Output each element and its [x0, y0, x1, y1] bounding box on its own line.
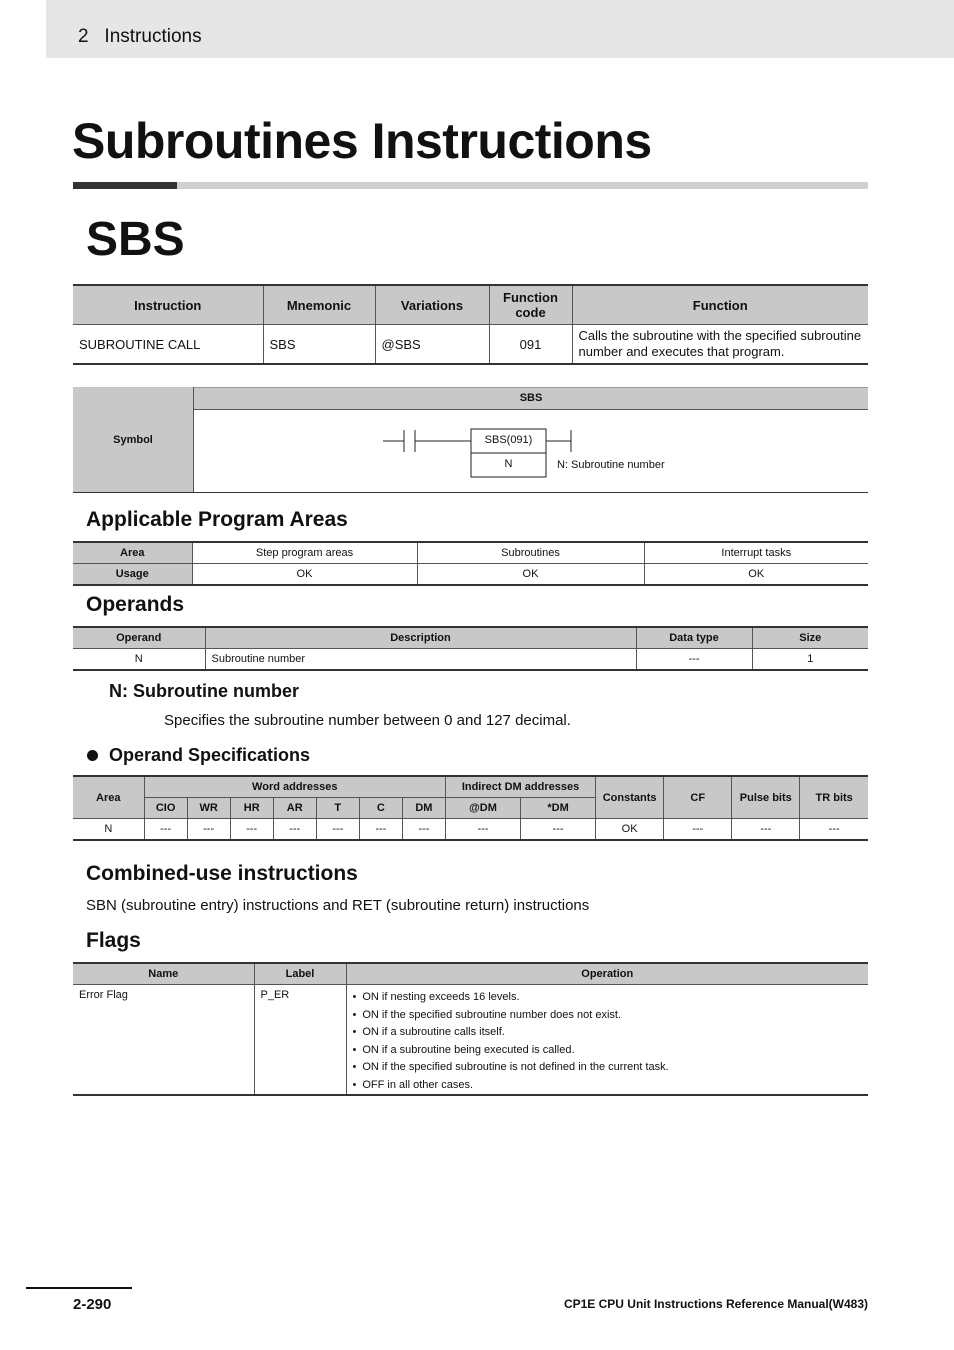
- spec-hr: HR: [230, 798, 273, 819]
- col-label: Label: [254, 963, 346, 985]
- col-size: Size: [752, 627, 868, 649]
- spec-t: T: [316, 798, 359, 819]
- col-variations: Variations: [375, 285, 489, 325]
- instruction-info-table: [73, 284, 868, 365]
- spec-cell: ---: [144, 819, 187, 841]
- footer-page-number: 2-290: [73, 1296, 112, 1313]
- spec-tr-bits: TR bits: [800, 776, 868, 819]
- operand-spec-heading: Operand Specifications: [109, 745, 311, 765]
- spec-cell: ---: [800, 819, 868, 841]
- symbol-box-label: SBS(091): [484, 434, 533, 446]
- ladder-symbol: [194, 409, 868, 492]
- operation-item: • ON if the specified subroutine is not defined in the current task.: [353, 1059, 863, 1077]
- operation-item: • ON if a subroutine being executed is called.: [353, 1042, 863, 1060]
- cell-data-type: ---: [636, 649, 752, 671]
- cell-description: Subroutine number: [205, 649, 636, 671]
- spec-area-header: Area: [73, 776, 144, 819]
- usage-step: OK: [192, 564, 417, 586]
- footer-rule: [26, 1287, 132, 1289]
- cell-instruction: SUBROUTINE CALL: [73, 325, 263, 365]
- spec-ar: AR: [273, 798, 316, 819]
- spec-indirect-dm: Indirect DM addresses: [445, 776, 595, 798]
- spec-cell: N: [73, 819, 144, 841]
- cell-operand: N: [73, 649, 205, 671]
- spec-cell: ---: [732, 819, 800, 841]
- spec-cell: ---: [316, 819, 359, 841]
- applicable-areas-table: [73, 541, 868, 586]
- bullet-dot-icon: [87, 750, 98, 761]
- spec-cell: ---: [521, 819, 596, 841]
- combined-use-text: SBN (subroutine entry) instructions and RET (subroutine return) instructions: [86, 897, 590, 914]
- spec-word-addresses: Word addresses: [144, 776, 445, 798]
- spec-wr: WR: [187, 798, 230, 819]
- area-subroutines: Subroutines: [417, 542, 644, 564]
- spec-pulse-bits: Pulse bits: [732, 776, 800, 819]
- operation-list: [353, 989, 863, 1094]
- spec-cell: ---: [402, 819, 445, 841]
- usage-interrupt: OK: [644, 564, 868, 586]
- chapter-number: 2: [78, 26, 89, 47]
- flag-label: P_ER: [254, 985, 346, 1096]
- spec-cell: ---: [273, 819, 316, 841]
- operands-heading: Operands: [86, 593, 185, 616]
- title-rule-dark: [73, 182, 177, 189]
- flag-name: Error Flag: [73, 985, 254, 1096]
- symbol-head: SBS: [194, 387, 868, 410]
- col-name: Name: [73, 963, 254, 985]
- applicable-areas-heading: Applicable Program Areas: [86, 508, 348, 531]
- mnemonic-title: SBS: [86, 213, 185, 266]
- col-operation: Operation: [346, 963, 868, 985]
- n-subroutine-text: Specifies the subroutine number between 0 and 127 decimal.: [164, 712, 571, 729]
- area-interrupt: Interrupt tasks: [644, 542, 868, 564]
- flags-heading: Flags: [86, 929, 141, 952]
- spec-cell: ---: [359, 819, 402, 841]
- footer-manual-title: CP1E CPU Unit Instructions Reference Manual(W483): [563, 1297, 868, 1311]
- operation-item: • ON if a subroutine calls itself.: [353, 1024, 863, 1042]
- cell-function: Calls the subroutine with the specified subroutine number and executes that program.: [572, 325, 868, 365]
- operation-item: • OFF in all other cases.: [353, 1077, 863, 1095]
- cell-variations: @SBS: [375, 325, 489, 365]
- chapter-title: Instructions: [104, 26, 202, 47]
- cell-mnemonic: SBS: [263, 325, 375, 365]
- symbol-section: [73, 387, 868, 493]
- combined-use-heading: Combined-use instructions: [86, 862, 358, 885]
- spec-star-dm: *DM: [521, 798, 596, 819]
- col-description: Description: [205, 627, 636, 649]
- spec-cf: CF: [664, 776, 732, 819]
- spec-cio: CIO: [144, 798, 187, 819]
- spec-cell: OK: [596, 819, 664, 841]
- usage-label: Usage: [73, 564, 192, 586]
- symbol-operand-desc: N: Subroutine number: [557, 459, 665, 471]
- operation-item: • ON if nesting exceeds 16 levels.: [353, 989, 863, 1007]
- spec-constants: Constants: [596, 776, 664, 819]
- spec-cell: ---: [664, 819, 732, 841]
- flag-operations: [346, 985, 868, 1096]
- page-title: Subroutines Instructions: [72, 113, 652, 169]
- spec-cell: ---: [187, 819, 230, 841]
- spec-dm: DM: [402, 798, 445, 819]
- col-data-type: Data type: [636, 627, 752, 649]
- flags-table: [73, 962, 868, 1096]
- spec-cell: ---: [445, 819, 520, 841]
- spec-c: C: [359, 798, 402, 819]
- operand-spec-table: [73, 775, 868, 841]
- spec-cell: ---: [230, 819, 273, 841]
- col-operand: Operand: [73, 627, 205, 649]
- col-function-code: Function code: [489, 285, 572, 325]
- chapter-header: [78, 26, 202, 48]
- col-instruction: Instruction: [73, 285, 263, 325]
- operands-table: [73, 626, 868, 671]
- spec-at-dm: @DM: [445, 798, 520, 819]
- cell-function-code: 091: [489, 325, 572, 365]
- title-rule-light: [177, 182, 868, 189]
- symbol-label: Symbol: [73, 387, 194, 492]
- area-step: Step program areas: [192, 542, 417, 564]
- area-label: Area: [73, 542, 192, 564]
- n-subroutine-heading: N: Subroutine number: [109, 681, 299, 701]
- col-function: Function: [572, 285, 868, 325]
- usage-subroutines: OK: [417, 564, 644, 586]
- operation-item: • ON if the specified subroutine number does not exist.: [353, 1007, 863, 1025]
- col-mnemonic: Mnemonic: [263, 285, 375, 325]
- cell-size: 1: [752, 649, 868, 671]
- symbol-operand: N: [504, 458, 513, 470]
